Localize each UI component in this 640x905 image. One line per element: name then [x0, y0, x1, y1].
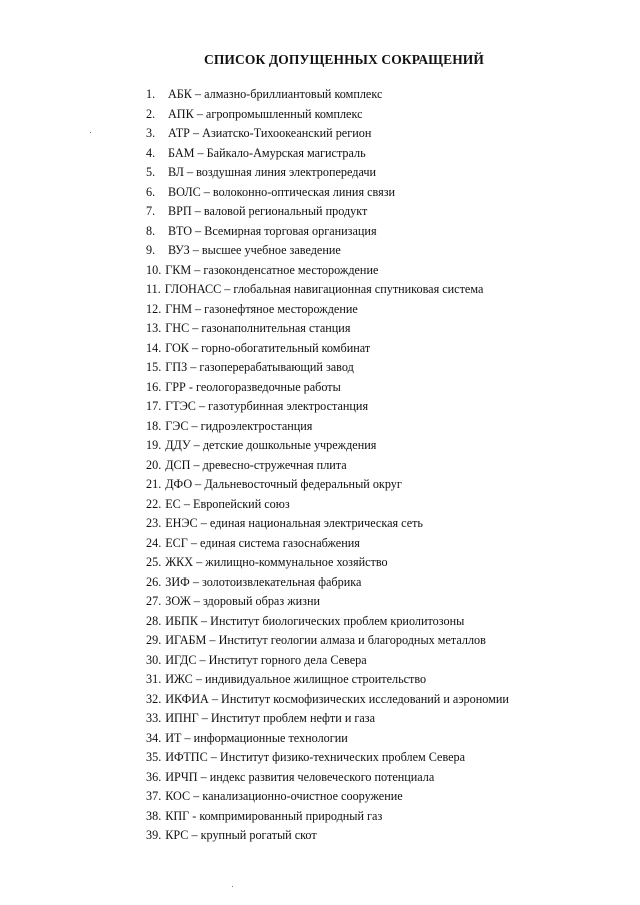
item-text: ЗИФ – золотоизвлекательная фабрика: [165, 574, 362, 589]
item-number: 17.: [146, 399, 162, 413]
list-item: [146, 300, 509, 320]
list-item: [146, 729, 509, 749]
item-number: 26.: [146, 574, 162, 589]
item-number: 7.: [146, 204, 156, 218]
list-item: [146, 319, 509, 339]
list-item: [146, 456, 509, 476]
list-item: [146, 709, 509, 729]
item-number: 27.: [146, 594, 162, 608]
item-number: 1.: [146, 87, 156, 101]
list-item: [146, 358, 509, 378]
list-item: [146, 417, 509, 437]
item-text: ЕНЭС – единая национальная электрическая сеть: [165, 516, 423, 530]
item-text: ГТЭС – газотурбинная электростанция: [165, 399, 369, 413]
abbreviation-list: [146, 85, 509, 846]
item-number: 12.: [146, 301, 162, 316]
item-number: 35.: [146, 750, 162, 764]
item-number: 2.: [146, 106, 156, 121]
item-number: 14.: [146, 340, 162, 355]
item-text: ИРЧП – индекс развития человеческого потенциала: [165, 769, 435, 784]
list-item: [146, 807, 509, 827]
item-number: 10.: [146, 262, 162, 277]
list-item: [146, 124, 509, 144]
item-text: ЖКХ – жилищно-коммунальное хозяйство: [165, 555, 388, 569]
item-number: 28.: [146, 613, 162, 628]
item-number: 5.: [146, 165, 156, 179]
list-item: [146, 105, 509, 125]
scan-speck: [90, 132, 91, 133]
list-item: [146, 787, 509, 807]
item-number: 15.: [146, 360, 162, 374]
item-text: ИТ – информационные технологии: [165, 730, 348, 745]
list-item: [146, 768, 509, 788]
item-text: ГКМ – газоконденсатное месторождение: [165, 262, 379, 277]
item-text: ИПНГ – Институт проблем нефти и газа: [165, 711, 376, 725]
item-text: ГЭС – гидроэлектростанция: [165, 418, 313, 433]
list-item: [146, 261, 509, 281]
item-text: АБК – алмазно-бриллиантовый комплекс: [168, 87, 383, 101]
item-number: 6.: [146, 184, 156, 199]
list-item: [146, 475, 509, 495]
item-number: 16.: [146, 379, 162, 394]
item-text: ВУЗ – высшее учебное заведение: [168, 243, 341, 257]
list-item: [146, 222, 509, 242]
item-text: ЕС – Европейский союз: [165, 496, 290, 511]
item-number: 22.: [146, 496, 162, 511]
item-number: 13.: [146, 321, 162, 335]
list-item: [146, 495, 509, 515]
item-text: ДСП – древесно-стружечная плита: [165, 457, 347, 472]
item-number: 37.: [146, 789, 162, 803]
item-number: 30.: [146, 652, 162, 667]
page-title: СПИСОК ДОПУЩЕННЫХ СОКРАЩЕНИЙ: [203, 52, 484, 67]
item-number: 24.: [146, 535, 162, 550]
item-text: ИГАБМ – Институт геологии алмаза и благородных металлов: [165, 633, 486, 647]
list-item: [146, 144, 509, 164]
item-text: ВРП – валовой региональный продукт: [168, 204, 368, 218]
item-text: ИКФИА – Институт космофизических исследований и аэрономии: [165, 691, 509, 706]
item-text: ДДУ – детские дошкольные учреждения: [165, 438, 377, 452]
item-number: 29.: [146, 633, 162, 647]
item-number: 32.: [146, 691, 162, 706]
list-item: [146, 631, 509, 651]
list-item: [146, 339, 509, 359]
item-text: ГНС – газонаполнительная станция: [165, 321, 351, 335]
list-item: [146, 241, 509, 261]
list-item: [146, 436, 509, 456]
item-number: 4.: [146, 145, 156, 160]
item-text: ДФО – Дальневосточный федеральный округ: [165, 477, 402, 491]
item-number: 23.: [146, 516, 162, 530]
item-number: 9.: [146, 243, 156, 257]
list-item: [146, 163, 509, 183]
item-number: 11.: [146, 282, 161, 296]
item-text: ИГДС – Институт горного дела Севера: [165, 652, 367, 667]
item-text: ГОК – горно-обогатительный комбинат: [165, 340, 371, 355]
list-item: [146, 378, 509, 398]
list-item: [146, 280, 509, 300]
item-number: 18.: [146, 418, 162, 433]
list-item: [146, 183, 509, 203]
item-number: 3.: [146, 126, 156, 140]
scan-speck: [232, 886, 233, 887]
list-item: [146, 826, 509, 846]
list-item: [146, 397, 509, 417]
list-item: [146, 85, 509, 105]
item-text: КОС – канализационно-очистное сооружение: [165, 789, 403, 803]
item-text: АПК – агропромышленный комплекс: [168, 106, 363, 121]
item-text: ВТО – Всемирная торговая организация: [168, 223, 377, 238]
item-number: 21.: [146, 477, 162, 491]
item-text: ЕСГ – единая система газоснабжения: [165, 535, 360, 550]
item-text: ЗОЖ – здоровый образ жизни: [165, 594, 320, 608]
item-text: ВЛ – воздушная линия электропередачи: [168, 165, 377, 179]
list-item: [146, 670, 509, 690]
item-text: ВОЛС – волоконно-оптическая линия связи: [168, 184, 396, 199]
list-item: [146, 514, 509, 534]
list-item: [146, 690, 509, 710]
item-text: ГНМ – газонефтяное месторождение: [165, 301, 358, 316]
list-item: [146, 651, 509, 671]
item-number: 20.: [146, 457, 162, 472]
item-text: КПГ - компримированный природный газ: [165, 808, 383, 823]
list-item: [146, 592, 509, 612]
item-text: ИЖС – индивидуальное жилищное строительство: [165, 672, 427, 686]
item-number: 25.: [146, 555, 162, 569]
item-number: 31.: [146, 672, 162, 686]
item-number: 39.: [146, 828, 162, 842]
list-item: [146, 612, 509, 632]
item-number: 8.: [146, 223, 156, 238]
item-number: 38.: [146, 808, 162, 823]
item-number: 33.: [146, 711, 162, 725]
item-text: АТР – Азиатско-Тихоокеанский регион: [168, 126, 372, 140]
list-item: [146, 573, 509, 593]
item-text: БАМ – Байкало-Амурская магистраль: [168, 145, 366, 160]
item-text: ИБПК – Институт биологических проблем криолитозоны: [165, 613, 465, 628]
item-text: ИФТПС – Институт физико-технических проблем Севера: [165, 750, 466, 764]
item-number: 34.: [146, 730, 162, 745]
item-text: КРС – крупный рогатый скот: [165, 828, 317, 842]
item-text: ГРР - геологоразведочные работы: [165, 379, 341, 394]
list-item: [146, 748, 509, 768]
item-text: ГЛОНАСС – глобальная навигационная спутниковая система: [164, 282, 484, 296]
list-item: [146, 534, 509, 554]
list-item: [146, 202, 509, 222]
list-item: [146, 553, 509, 573]
item-text: ГПЗ – газоперерабатывающий завод: [165, 360, 354, 374]
item-number: 36.: [146, 769, 162, 784]
item-number: 19.: [146, 438, 162, 452]
